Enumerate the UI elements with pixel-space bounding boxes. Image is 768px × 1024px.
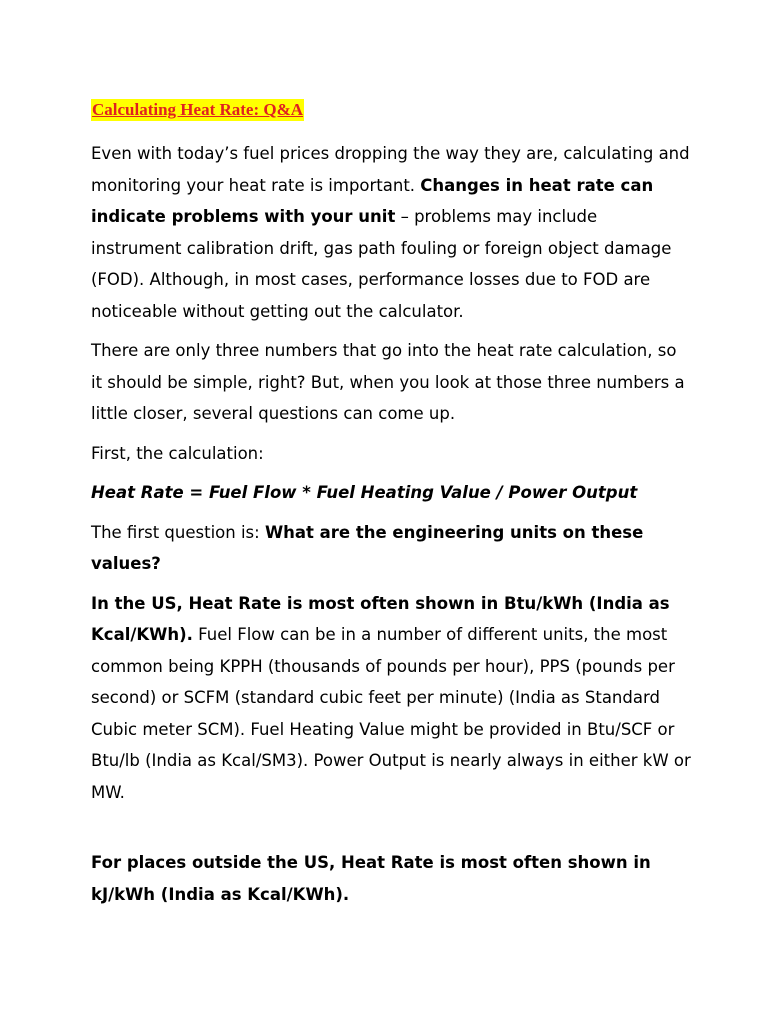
document-title: Calculating Heat Rate: Q&A xyxy=(92,100,304,119)
outside-us-paragraph xyxy=(91,847,692,910)
intro-bold-text: Changes in heat rate can indicate problems with your unit xyxy=(91,175,654,226)
blank-line xyxy=(91,816,692,847)
three-numbers-paragraph: There are only three numbers that go into the heat rate calculation, so it should be simple, right? But, when you look at those three numbers a little closer, several questions can come up. xyxy=(91,341,685,423)
intro-paragraph xyxy=(91,138,692,327)
first-question-paragraph xyxy=(91,517,692,580)
us-units-bold: In the US, Heat Rate is most often shown in Btu/kWh (India as Kcal/KWh). xyxy=(91,593,670,644)
us-units-paragraph xyxy=(91,588,692,809)
heat-rate-formula: Heat Rate = Fuel Flow * Fuel Heating Value / Power Output xyxy=(91,483,638,502)
outside-us-bold: For places outside the US, Heat Rate is most often shown in kJ/kWh (India as Kcal/KWh). xyxy=(91,853,651,904)
calculation-intro: First, the calculation: xyxy=(91,443,264,463)
first-question-bold: What are the engineering units on these values? xyxy=(91,522,644,573)
intro-text: Even with today’s fuel prices dropping the way they are, calculating and monitoring your heat rate is important. xyxy=(91,144,690,195)
intro-text-continued: – problems may include instrument calibration drift, gas path fouling or foreign object damage (FOD). Although, in most cases, performance losses due to FOD are noticeable without getting out the calculator. xyxy=(91,207,672,321)
us-units-text: Fuel Flow can be in a number of different units, the most common being KPPH (thousands of pounds per hour), PPS (pounds per second) or SCFM (standard cubic feet per minute) (India as Standard Cubic meter SCM). Fuel Heating Value might be provided in Btu/SCF or Btu/lb (India as Kcal/SM3). Power Output is nearly always in either kW or MW. xyxy=(91,625,691,802)
first-question-text: The first question is: xyxy=(91,522,265,542)
